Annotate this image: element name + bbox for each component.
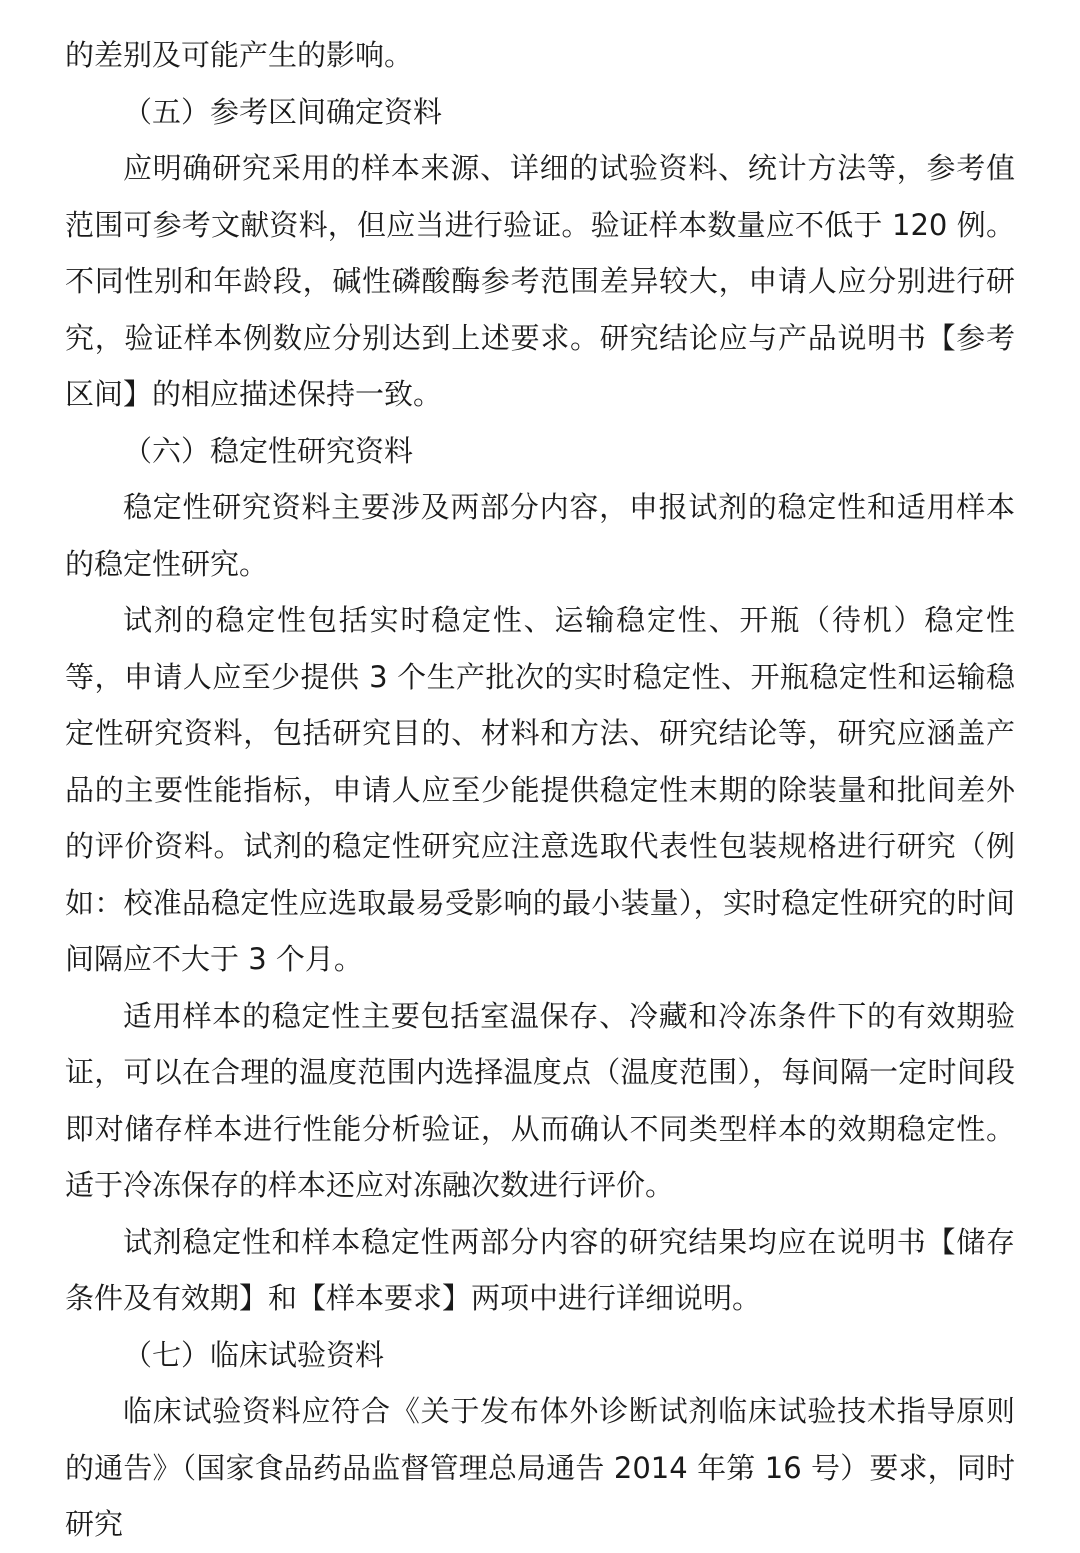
section-heading-7: （七）临床试验资料 [123, 1337, 385, 1372]
paragraph-clinical-trial: 临床试验资料应符合《关于发布体外诊断试剂临床试验技术指导原则的通告》（国家食品药品监督管理总局通告 2014 年第 16 号）要求，同时研究 [65, 1394, 1015, 1541]
paragraph-stability-results: 试剂稳定性和样本稳定性两部分内容的研究结果均应在说明书【储存条件及有效期】和【样本要求】两项中进行详细说明。 [65, 1224, 1015, 1315]
section-heading-5: （五）参考区间确定资料 [123, 94, 443, 129]
document-body [65, 27, 1015, 1553]
section-heading-6: （六）稳定性研究资料 [123, 433, 414, 468]
paragraph-reference-interval: 应明确研究采用的样本来源、详细的试验资料、统计方法等，参考值范围可参考文献资料，但应当进行验证。验证样本数量应不低于 120 例。不同性别和年龄段，碱性磷酸酶参考范围差异较大，申请人应分别进行研究，验证样本例数应分别达到上述要求。研究结论应与产品说明书【参考区间】的相应描述保持一致。 [65, 151, 1015, 411]
paragraph-reagent-stability: 试剂的稳定性包括实时稳定性、运输稳定性、开瓶（待机）稳定性等，申请人应至少提供 3 个生产批次的实时稳定性、开瓶稳定性和运输稳定性研究资料，包括研究目的、材料和方法、研究结论等，研究应涵盖产品的主要性能指标，申请人应至少能提供稳定性末期的除装量和批间差外的评价资料。试剂的稳定性研究应注意选取代表性包装规格进行研究（例如：校准品稳定性应选取最易受影响的最小装量），实时稳定性研究的时间间隔应不大于 3 个月。 [65, 603, 1015, 976]
paragraph-continuation: 的差别及可能产生的影响。 [65, 38, 414, 72]
paragraph-sample-stability: 适用样本的稳定性主要包括室温保存、冷藏和冷冻条件下的有效期验证，可以在合理的温度范围内选择温度点（温度范围），每间隔一定时间段即对储存样本进行性能分析验证，从而确认不同类型样本的效期稳定性。适于冷冻保存的样本还应对冻融次数进行评价。 [65, 998, 1015, 1202]
paragraph-stability-overview: 稳定性研究资料主要涉及两部分内容，申报试剂的稳定性和适用样本的稳定性研究。 [65, 490, 1015, 581]
